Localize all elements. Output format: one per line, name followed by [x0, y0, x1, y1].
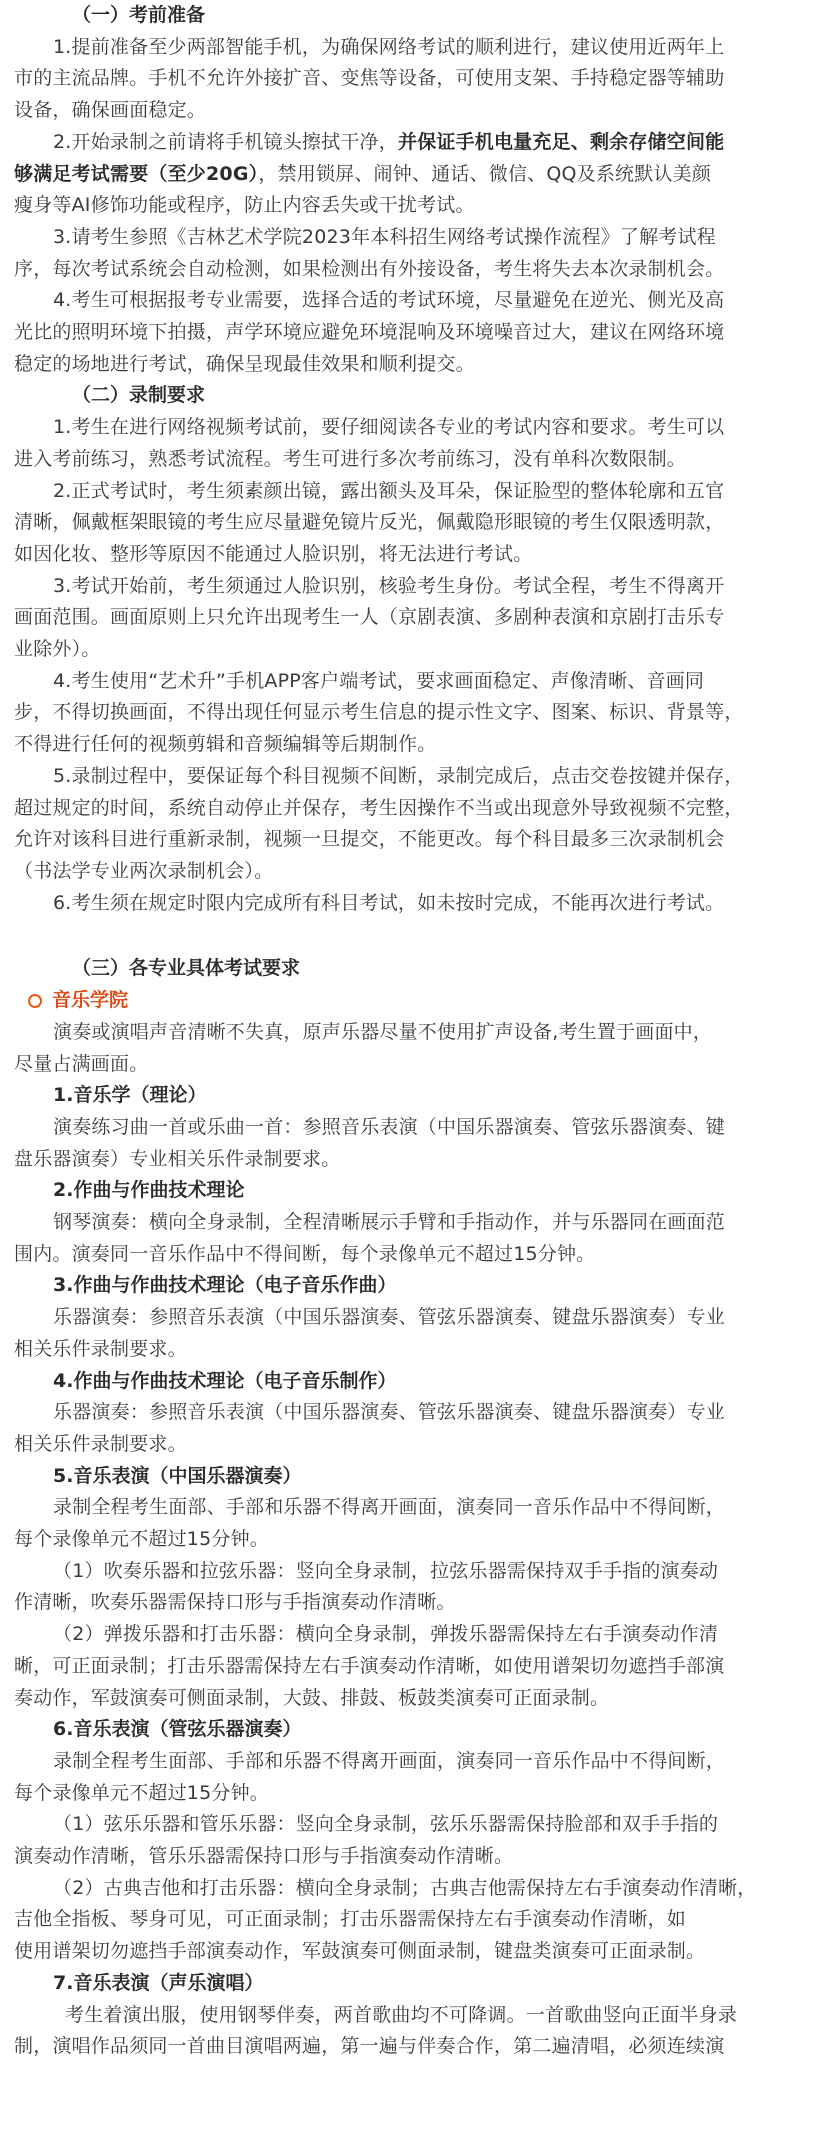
- paragraph-line: 3.请考生参照《吉林艺术学院2023年本科招生网络考试操作流程》了解考试程: [53, 225, 716, 248]
- paragraph-line: 录制全程考生面部、手部和乐器不得离开画面，演奏同一音乐作品中不得间断，: [53, 1749, 726, 1772]
- paragraph-line: 瘦身等AI修饰功能或程序，防止内容丢失或干扰考试。: [14, 194, 475, 217]
- paragraph-line: 考生着演出服，使用钢琴伴奏，两首歌曲均不可降调。一首歌曲竖向正面半身录: [65, 2003, 738, 2026]
- paragraph-line: 序，每次考试系统会自动检测，如果检测出有外接设备，考生将失去本次录制机会。: [14, 257, 725, 280]
- section-heading-recording-requirements: （二）录制要求: [72, 384, 206, 407]
- paragraph-line: 盘乐器演奏）专业相关乐件录制要求。: [14, 1147, 341, 1170]
- paragraph-line: 1.提前准备至少两部智能手机，为确保网络考试的顺利进行，建议使用近两年上: [53, 35, 725, 58]
- paragraph-line: （2）古典吉他和打击乐器：横向全身录制；古典吉他需保持左右手演奏动作清晰，: [53, 1876, 757, 1899]
- emphasis-text: 并保证手机电量充足、剩余存储空间能: [397, 130, 725, 153]
- paragraph-line: （1）吹奏乐器和拉弦乐器：竖向全身录制，拉弦乐器需保持双手手指的演奏动: [53, 1559, 719, 1582]
- major-heading-electronic-production: 4.作曲与作曲技术理论（电子音乐制作）: [53, 1369, 397, 1392]
- paragraph-line: 超过规定的时间，系统自动停止并保存，考生因操作不当或出现意外导致视频不完整，: [14, 796, 744, 819]
- paragraph-line: 相关乐件录制要求。: [14, 1337, 187, 1360]
- paragraph-line: 清晰，佩戴框架眼镜的考生应尽量避免镜片反光，佩戴隐形眼镜的考生仅限透明款，: [14, 511, 725, 534]
- major-heading-orchestral-instruments: 6.音乐表演（管弦乐器演奏）: [53, 1718, 302, 1741]
- paragraph-line: 5.录制过程中，要保证每个科目视频不间断，录制完成后，点击交卷按键并保存，: [53, 764, 744, 787]
- paragraph-line: （1）弦乐乐器和管乐乐器：竖向全身录制，弦乐乐器需保持脸部和双手手指的: [53, 1813, 719, 1836]
- paragraph-line: 吉他全指板、琴身可见，可正面录制；打击乐器需保持左右手演奏动作清晰，如: [14, 1908, 687, 1931]
- paragraph-line: 步，不得切换画面，不得出现任何显示考生信息的提示性文字、图案、标识、背景等，: [14, 701, 744, 724]
- major-heading-musicology: 1.音乐学（理论）: [53, 1084, 207, 1107]
- paragraph-line: 乐器演奏：参照音乐表演（中国乐器演奏、管弦乐器演奏、键盘乐器演奏）专业: [53, 1401, 726, 1424]
- paragraph-line: 乐器演奏：参照音乐表演（中国乐器演奏、管弦乐器演奏、键盘乐器演奏）专业: [53, 1306, 726, 1329]
- paragraph-line: 制，演唱作品须同一首曲目演唱两遍，第一遍与伴奏合作，第二遍清唱，必须连续演: [14, 2035, 725, 2058]
- paragraph-line: [14, 159, 812, 191]
- emphasis-text: 够满足考试需要（至少20G）: [14, 162, 259, 185]
- major-heading-composition: 2.作曲与作曲技术理论: [53, 1179, 245, 1202]
- paragraph-line: 4.考生使用“艺术升”手机APP客户端考试，要求画面稳定、声像清晰、音画同: [53, 669, 705, 692]
- paragraph-line: 6.考生须在规定时限内完成所有科目考试，如未按时完成，不能再次进行考试。: [53, 891, 725, 914]
- paragraph-line: 相关乐件录制要求。: [14, 1432, 187, 1455]
- paragraph-line: 作清晰，吹奏乐器需保持口形与手指演奏动作清晰。: [14, 1591, 456, 1614]
- paragraph-line: 进入考前练习，熟悉考试流程。考生可进行多次考前练习，没有单科次数限制。: [14, 447, 687, 470]
- paragraph-line: 2.正式考试时，考生须素颜出镜，露出额头及耳朵，保证脸型的整体轮廓和五官: [53, 479, 725, 502]
- paragraph-line: 每个录像单元不超过15分钟。: [14, 1781, 269, 1804]
- paragraph-line: 画面范围。画面原则上只允许出现考生一人（京剧表演、多剧种表演和京剧打击乐专: [14, 606, 725, 629]
- paragraph-line: 4.考生可根据报考专业需要，选择合适的考试环境，尽量避免在逆光、侧光及高: [53, 289, 725, 312]
- paragraph-line: 演奏动作清晰，管乐乐器需保持口形与手指演奏动作清晰。: [14, 1845, 514, 1868]
- circle-bullet-icon: [28, 994, 42, 1008]
- major-heading-vocal-performance: 7.音乐表演（声乐演唱）: [53, 1971, 264, 1994]
- paragraph-line: 设备，确保画面稳定。: [14, 99, 207, 122]
- paragraph-line: 尽量占满画面。: [14, 1052, 149, 1075]
- section-spacer: [14, 919, 812, 953]
- paragraph-line: 钢琴演奏：横向全身录制，全程清晰展示手臂和手指动作，并与乐器同在画面范: [53, 1211, 726, 1234]
- paragraph-line: 市的主流品牌。手机不允许外接扩音、变焦等设备，可使用支架、手持稳定器等辅助: [14, 67, 725, 90]
- paragraph-text: 2.开始录制之前请将手机镜头擦拭干净，: [53, 130, 398, 153]
- college-heading: [14, 985, 812, 1017]
- paragraph-line: 不得进行任何的视频剪辑和音频编辑等后期制作。: [14, 733, 437, 756]
- paragraph-line: 晰，可正面录制；打击乐器需保持左右手演奏动作清晰，如使用谱架切勿遮挡手部演: [14, 1654, 725, 1677]
- college-name: 音乐学院: [52, 989, 129, 1012]
- major-heading-chinese-instruments: 5.音乐表演（中国乐器演奏）: [53, 1464, 302, 1487]
- paragraph-line: 围内。演奏同一音乐作品中不得间断，每个录像单元不超过15分钟。: [14, 1242, 596, 1265]
- section-heading-exam-preparation: （一）考前准备: [72, 4, 206, 26]
- paragraph-line: 奏动作，军鼓演奏可侧面录制，大鼓、排鼓、板鼓类演奏可正面录制。: [14, 1686, 610, 1709]
- paragraph-line: 1.考生在进行网络视频考试前，要仔细阅读各专业的考试内容和要求。考生可以: [53, 416, 725, 439]
- major-heading-electronic-composition: 3.作曲与作曲技术理论（电子音乐作曲）: [53, 1274, 397, 1297]
- section-heading-major-requirements: （三）各专业具体考试要求: [72, 957, 301, 980]
- paragraph-line: （书法学专业两次录制机会）。: [14, 859, 274, 882]
- paragraph-line: 录制全程考生面部、手部和乐器不得离开画面，演奏同一音乐作品中不得间断，: [53, 1496, 726, 1519]
- paragraph-line: 业除外）。: [14, 638, 101, 661]
- paragraph-line: 3.考试开始前，考生须通过人脸识别，核验考生身份。考试全程，考生不得离开: [53, 574, 725, 597]
- paragraph-line: （2）弹拨乐器和打击乐器：横向全身录制，弹拨乐器需保持左右手演奏动作清: [53, 1623, 719, 1646]
- paragraph-line: 使用谱架切勿遮挡手部演奏动作，军鼓演奏可侧面录制，键盘类演奏可正面录制。: [14, 1940, 706, 1963]
- paragraph-line: 演奏或演唱声音清晰不失真，原声乐器尽量不使用扩声设备,考生置于画面中，: [53, 1020, 713, 1043]
- paragraph-line: 稳定的场地进行考试，确保呈现最佳效果和顺利提交。: [14, 352, 475, 375]
- paragraph-line: 光比的照明环境下拍摄，声学环境应避免环境混响及环境噪音过大，建议在网络环境: [14, 321, 725, 344]
- paragraph-line: [14, 127, 812, 159]
- paragraph-line: 每个录像单元不超过15分钟。: [14, 1528, 269, 1551]
- paragraph-line: 演奏练习曲一首或乐曲一首：参照音乐表演（中国乐器演奏、管弦乐器演奏、键: [53, 1115, 726, 1138]
- paragraph-line: 如因化妆、整形等原因不能通过人脸识别，将无法进行考试。: [14, 542, 533, 565]
- paragraph-line: 允许对该科目进行重新录制，视频一旦提交，不能更改。每个科目最多三次录制机会: [14, 828, 725, 851]
- paragraph-text: ，禁用锁屏、闹钟、通话、微信、QQ及系统默认美颜: [258, 162, 712, 185]
